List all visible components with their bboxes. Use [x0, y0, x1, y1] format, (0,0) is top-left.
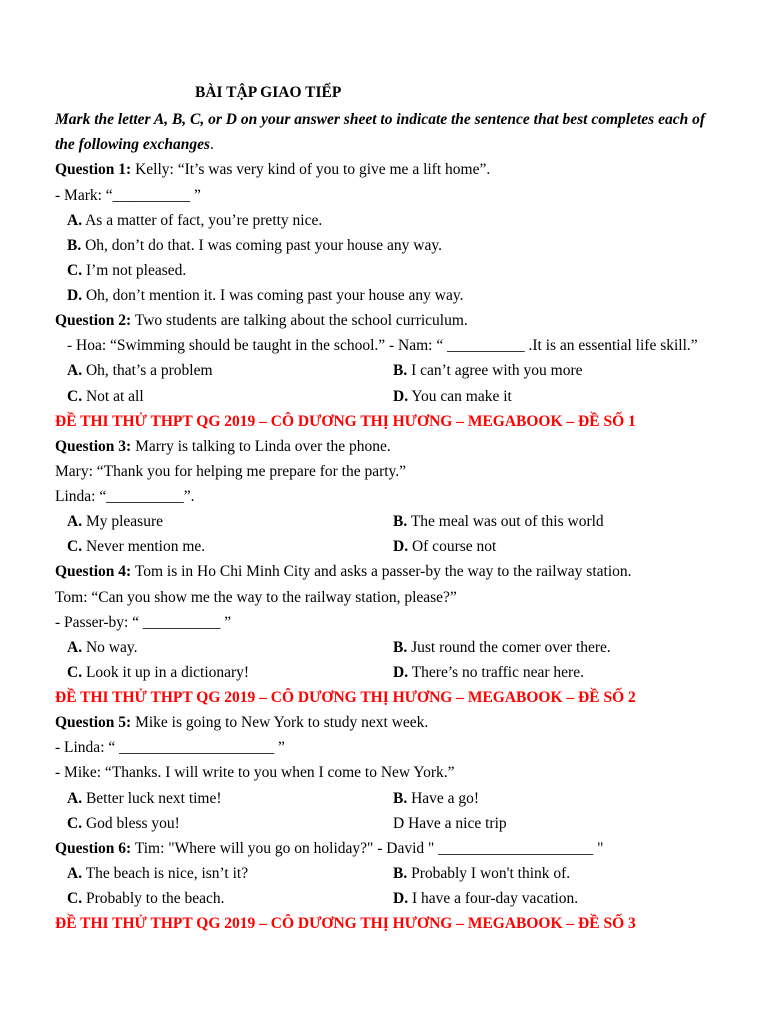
option-letter: C.: [67, 890, 83, 907]
question-label: Question 1:: [55, 161, 132, 179]
option-letter: A.: [67, 789, 83, 807]
dialogue-line: - Hoa: “Swimming should be taught in the school.” - Nam: “ __________ .It is an essential life skill.”: [67, 337, 698, 355]
dialogue-line: - Mike: “Thanks. I will write to you when I come to New York.”: [55, 764, 455, 782]
option-c: [67, 886, 393, 911]
option-row: [55, 886, 768, 911]
option-a: [67, 861, 393, 886]
option-text: God bless you!: [85, 814, 180, 832]
option-text: Have a go!: [411, 789, 480, 807]
option-text: Not at all: [85, 387, 144, 405]
dialogue-line: Mary: “Thank you for helping me prepare for the party.”: [55, 462, 407, 480]
option-letter: A.: [67, 211, 83, 229]
option-c: [67, 811, 393, 836]
question-prompt: Mike is going to New York to study next week.: [135, 714, 429, 732]
option-text: Oh, don’t do that. I was coming past your house any way.: [85, 236, 442, 254]
source-heading: ĐỀ THI THỬ THPT QG 2019 – CÔ DƯƠNG THỊ HƯƠNG – MEGABOOK – ĐỀ SỐ 2: [55, 689, 636, 706]
page-title: BÀI TẬP GIAO TIẾP: [195, 84, 342, 101]
option-a: [55, 208, 768, 233]
option-letter: D.: [393, 387, 409, 405]
option-letter: C.: [67, 261, 83, 279]
option-text: I have a four-day vacation.: [411, 890, 579, 907]
question-3: [55, 434, 768, 459]
option-b: [393, 861, 570, 886]
option-a: [67, 786, 393, 811]
option-d: [55, 283, 768, 308]
question-label: Question 2:: [55, 312, 132, 330]
option-row: [55, 811, 768, 836]
option-a: [67, 358, 393, 383]
option-row: [55, 358, 768, 383]
option-d: [393, 660, 584, 685]
option-text: I can’t agree with you more: [411, 362, 583, 380]
option-text: Of course not: [411, 538, 497, 556]
question-2: [55, 308, 768, 333]
option-letter: D: [393, 814, 405, 832]
dialogue-line: - Mark: “__________ ”: [55, 186, 201, 204]
dialogue-line: - Linda: “ ____________________ ”: [55, 739, 285, 757]
instruction-line-1: Mark the letter A, B, C, or D on your answer sheet to indicate the sentence that best completes each of: [55, 111, 705, 129]
option-b: [55, 233, 768, 258]
option-letter: D.: [393, 890, 409, 907]
instruction-period: .: [210, 136, 214, 154]
option-row: [55, 861, 768, 886]
option-text: There’s no traffic near here.: [411, 663, 584, 681]
instruction-line-2: [55, 132, 768, 157]
option-a: [67, 635, 393, 660]
option-text: Probably to the beach.: [85, 890, 225, 907]
option-letter: C.: [67, 663, 83, 681]
option-letter: D.: [393, 538, 409, 556]
question-label: Question 5:: [55, 714, 132, 732]
question-prompt: Marry is talking to Linda over the phone.: [135, 437, 391, 455]
option-text: You can make it: [411, 387, 512, 405]
option-text: As a matter of fact, you’re pretty nice.: [85, 211, 323, 229]
instruction-text: the following exchanges: [55, 136, 211, 154]
option-b: [393, 509, 604, 534]
option-text: The meal was out of this world: [410, 513, 604, 531]
option-letter: A.: [67, 864, 83, 882]
option-a: [67, 509, 393, 534]
option-letter: D.: [67, 287, 83, 304]
option-row: [55, 384, 768, 409]
option-letter: C.: [67, 814, 83, 832]
option-letter: B.: [393, 513, 408, 531]
option-text: Look it up in a dictionary!: [85, 663, 250, 681]
option-d: [393, 534, 496, 559]
option-c: [67, 534, 393, 559]
question-5: [55, 710, 768, 735]
question-label: Question 4:: [55, 563, 132, 581]
option-letter: A.: [67, 513, 83, 531]
option-text: My pleasure: [85, 513, 163, 531]
option-text: I’m not pleased.: [85, 261, 187, 279]
dialogue-line: Tom: “Can you show me the way to the railway station, please?”: [55, 588, 457, 606]
option-letter: B.: [67, 236, 82, 254]
option-c: [67, 384, 393, 409]
question-prompt: Tim: "Where will you go on holiday?" - David " ____________________ ": [134, 839, 604, 857]
option-row: [55, 509, 768, 534]
option-d: [393, 886, 578, 911]
option-c: [67, 660, 393, 685]
option-text: Probably I won't think of.: [411, 864, 571, 882]
option-c: [55, 258, 768, 283]
question-prompt: Two students are talking about the school curriculum.: [134, 312, 468, 330]
option-letter: C.: [67, 538, 83, 556]
option-letter: A.: [67, 638, 83, 656]
option-text: Oh, don’t mention it. I was coming past your house any way.: [85, 287, 464, 304]
source-heading: ĐỀ THI THỬ THPT QG 2019 – CÔ DƯƠNG THỊ HƯƠNG – MEGABOOK – ĐỀ SỐ 1: [55, 412, 636, 430]
option-d: [393, 811, 507, 836]
dialogue-line: Linda: “__________”.: [55, 488, 195, 505]
option-letter: B.: [393, 638, 408, 656]
option-text: Oh, that’s a problem: [85, 362, 213, 380]
question-prompt: Tom is in Ho Chi Minh City and asks a passer-by the way to the railway station.: [134, 563, 632, 581]
option-letter: C.: [67, 387, 83, 405]
option-b: [393, 786, 479, 811]
question-prompt: Kelly: “It’s was very kind of you to give me a lift home”.: [135, 161, 491, 179]
question-1: [55, 157, 768, 182]
option-text: Just round the comer over there.: [411, 638, 611, 656]
option-text: Have a nice trip: [408, 814, 507, 832]
source-heading: ĐỀ THI THỬ THPT QG 2019 – CÔ DƯƠNG THỊ HƯƠNG – MEGABOOK – ĐỀ SỐ 3: [55, 915, 636, 933]
question-6: [55, 836, 768, 861]
option-text: No way.: [85, 638, 138, 656]
option-text: Never mention me.: [85, 538, 206, 556]
option-row: [55, 660, 768, 685]
option-letter: B.: [393, 789, 408, 807]
option-text: The beach is nice, isn’t it?: [85, 864, 249, 882]
option-d: [393, 384, 512, 409]
option-letter: D.: [393, 663, 409, 681]
dialogue-line: - Passer-by: “ __________ ”: [55, 613, 232, 631]
option-b: [393, 635, 611, 660]
question-4: [55, 559, 768, 584]
option-letter: A.: [67, 362, 83, 380]
option-text: Better luck next time!: [85, 789, 222, 807]
option-row: [55, 786, 768, 811]
option-row: [55, 635, 768, 660]
option-letter: B.: [393, 362, 408, 380]
question-label: Question 3:: [55, 437, 132, 455]
question-label: Question 6:: [55, 839, 132, 857]
option-b: [393, 358, 583, 383]
option-row: [55, 534, 768, 559]
option-letter: B.: [393, 864, 408, 882]
